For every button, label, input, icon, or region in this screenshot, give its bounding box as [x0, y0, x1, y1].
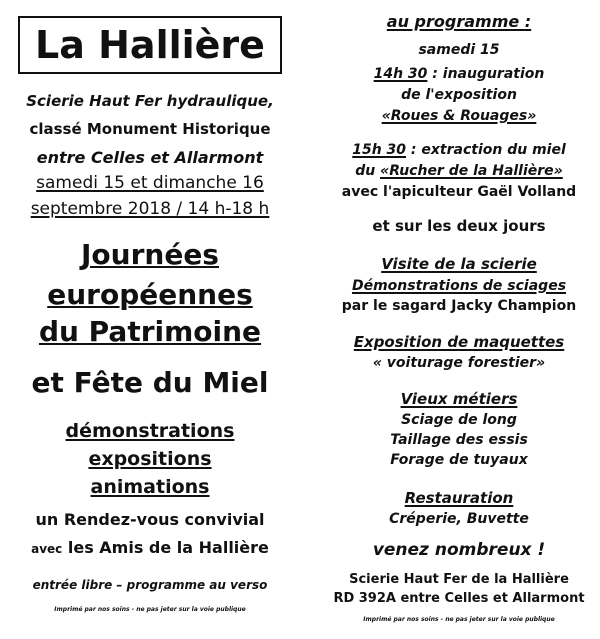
address-line-1: Scierie Haut Fer de la Hallière — [349, 572, 569, 587]
subtitle-monument: classé Monument Historique — [29, 120, 271, 138]
amis-line — [0, 538, 300, 557]
entry-note: entrée libre – programme au verso — [32, 578, 268, 592]
demonstrations-sciages: Démonstrations de sciages — [351, 278, 567, 294]
amis-name: les Amis de la Hallière — [67, 538, 269, 557]
extraction-text: : extraction du miel — [406, 142, 566, 158]
time-1530: 15h 30 — [352, 142, 407, 158]
roues-rouages: «Roues & Rouages» — [381, 108, 537, 124]
restauration-title: Restauration — [404, 489, 514, 507]
programme-heading: au programme : — [386, 12, 532, 31]
event-title-3: du Patrimoine — [38, 315, 262, 348]
saturday-label: samedi 15 — [418, 42, 500, 58]
subtitle-scierie: Scierie Haut Fer hydraulique, — [26, 92, 274, 110]
visite-title: Visite de la scierie — [381, 255, 537, 273]
time-1430: 14h 30 — [373, 66, 428, 82]
rucher-line — [318, 163, 600, 179]
event-title-1: Journées — [81, 238, 219, 271]
right-column — [318, 0, 600, 639]
address-line-2: RD 392A entre Celles et Allarmont — [333, 591, 585, 606]
apiculteur-line: avec l'apiculteur Gaël Volland — [341, 184, 577, 200]
both-days: et sur les deux jours — [372, 217, 546, 235]
event-title-2: européennes — [47, 278, 253, 311]
inauguration-line — [318, 66, 600, 82]
metiers-title: Vieux métiers — [400, 390, 518, 408]
page-title: La Hallière — [18, 16, 282, 74]
extraction-line — [318, 142, 600, 158]
rendez-vous-text: un Rendez-vous convivial — [35, 510, 265, 529]
print-note-right: Imprimé par nos soins - ne pas jeter sur la voie publique — [363, 616, 555, 623]
rendez-vous-line — [0, 510, 300, 529]
rucher-prefix: du — [355, 163, 381, 179]
activity-animations: animations — [90, 476, 210, 498]
metier-forage: Forage de tuyaux — [390, 452, 528, 468]
voiturage-forestier: « voiturage forestier» — [372, 355, 546, 371]
metier-sciage: Sciage de long — [401, 412, 517, 428]
exposition-maquettes: Exposition de maquettes — [353, 333, 565, 351]
rucher-name: «Rucher de la Hallière» — [380, 163, 563, 179]
date-line-1: samedi 15 et dimanche 16 — [36, 173, 264, 193]
event-title-4: et Fête du Miel — [31, 366, 269, 399]
print-note-left: Imprimé par nos soins - ne pas jeter sur la voie publique — [54, 606, 246, 613]
date-line-2: septembre 2018 / 14 h-18 h — [30, 199, 270, 219]
sagard-line: par le sagard Jacky Champion — [341, 298, 577, 314]
restauration-items: Créperie, Buvette — [389, 511, 529, 527]
inauguration-text: : inauguration — [427, 66, 545, 82]
amis-prefix: avec — [31, 542, 63, 556]
activity-demonstrations: démonstrations — [65, 420, 235, 442]
metier-taillage: Taillage des essis — [390, 432, 528, 448]
venez-nombreux: venez nombreux ! — [372, 540, 546, 560]
location-line: entre Celles et Allarmont — [36, 148, 264, 167]
activity-expositions: expositions — [88, 448, 212, 470]
exposition-line: de l'exposition — [401, 87, 517, 103]
